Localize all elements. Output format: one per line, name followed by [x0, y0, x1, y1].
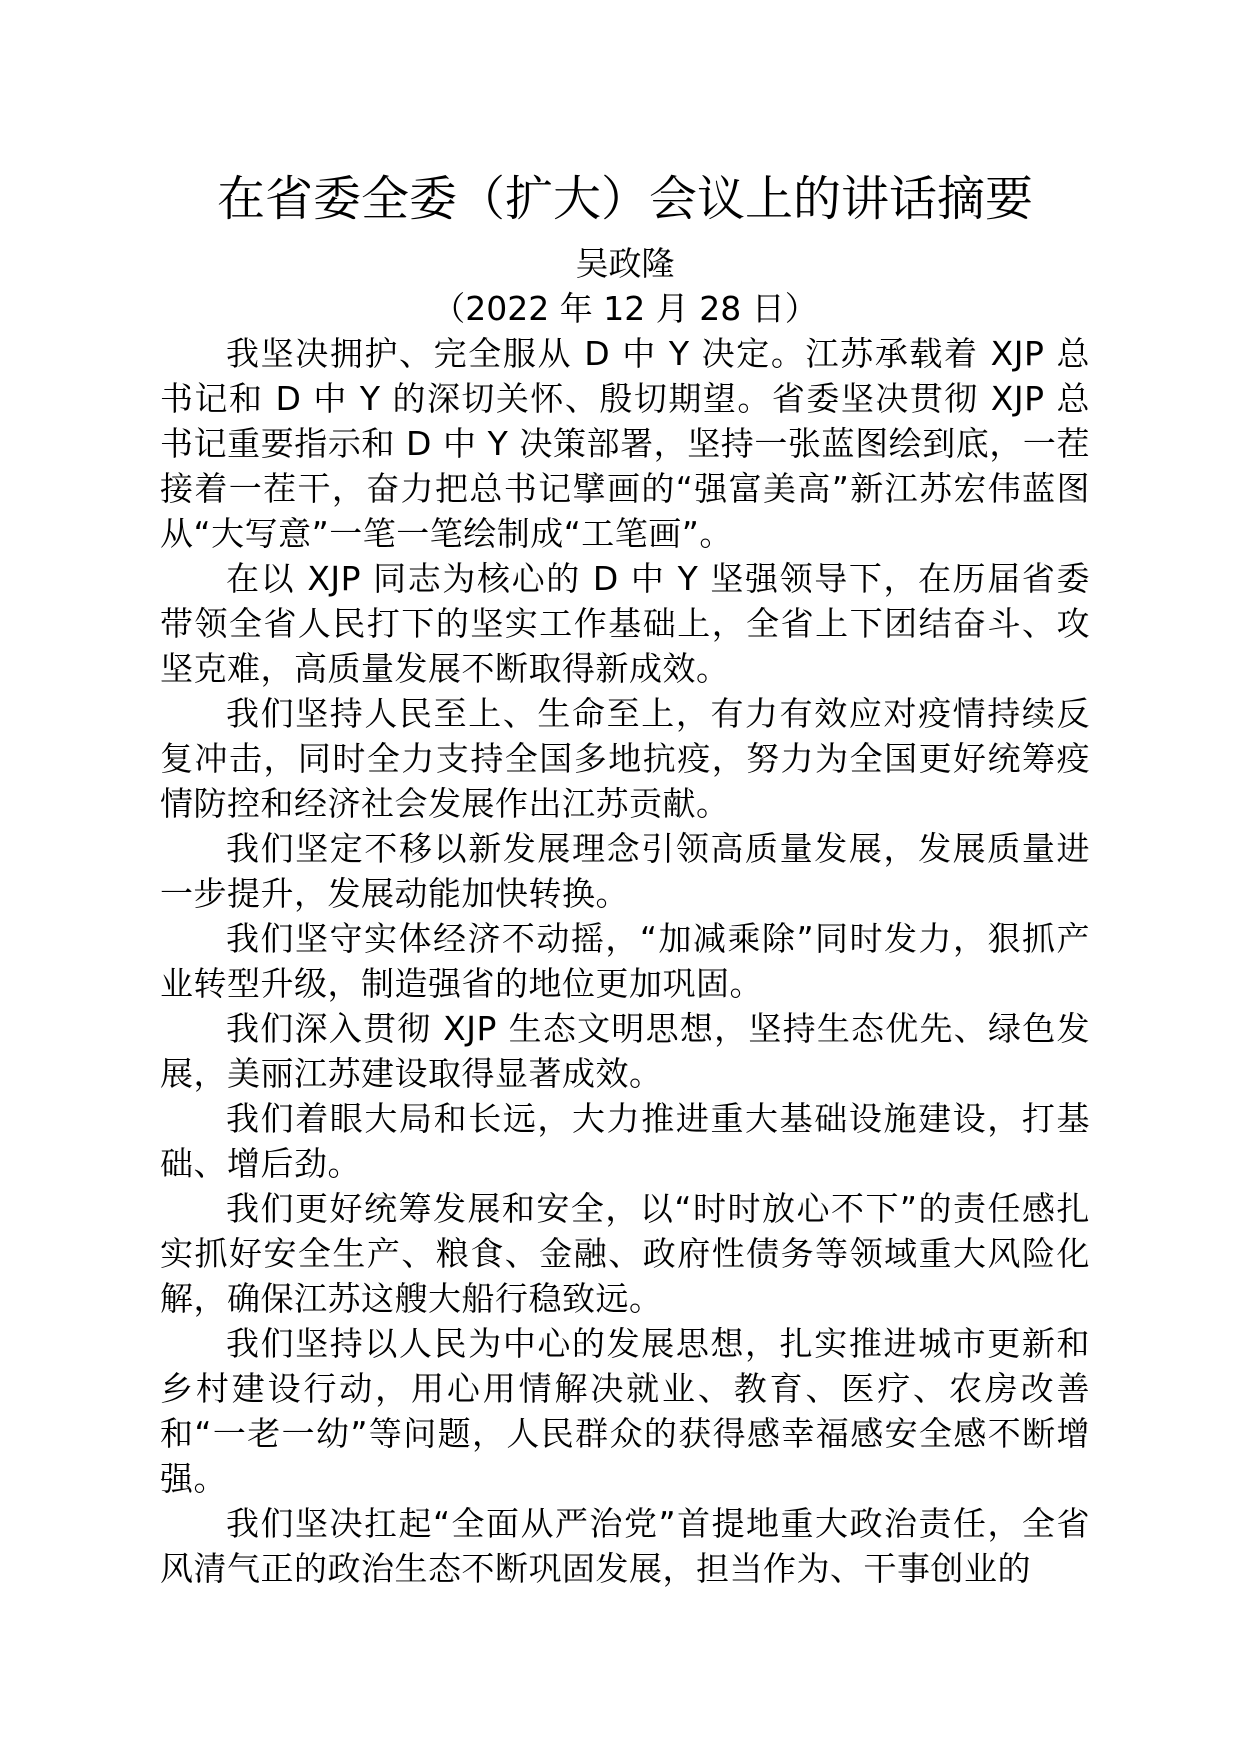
- body-paragraph: 我们坚守实体经济不动摇，“加减乘除”同时发力，狠抓产业转型升级，制造强省的地位更加巩固。: [160, 919, 1090, 1003]
- document-author: 吴政隆: [575, 244, 675, 283]
- document-title: 在省委全委（扩大）会议上的讲话摘要: [216, 171, 1033, 227]
- document-date: （2022 年 12 月 28 日）: [432, 289, 818, 328]
- body-paragraph: 我们坚定不移以新发展理念引领高质量发展，发展质量进一步提升，发展动能加快转换。: [160, 829, 1090, 913]
- body-paragraph: 我们坚持人民至上、生命至上，有力有效应对疫情持续反复冲击，同时全力支持全国多地抗疫，努力为全国更好统筹疫情防控和经济社会发展作出江苏贡献。: [160, 694, 1090, 823]
- body-paragraph: 我坚决拥护、完全服从 D 中 Y 决定。江苏承载着 XJP 总书记和 D 中 Y 的深切关怀、殷切期望。省委坚决贯彻 XJP 总书记重要指示和 D 中 Y 决策部署，坚持一张蓝图绘到底，一茬接着一茬干，奋力把总书记擘画的“强富美高”新江苏宏伟蓝图从“大写意”一笔一笔绘制成“工笔画”。: [160, 334, 1090, 553]
- body-paragraph: 在以 XJP 同志为核心的 D 中 Y 坚强领导下，在历届省委带领全省人民打下的坚实工作基础上，全省上下团结奋斗、攻坚克难，高质量发展不断取得新成效。: [160, 559, 1090, 688]
- document-page: [160, 165, 1090, 1591]
- body-paragraph: 我们坚决扛起“全面从严治党”首提地重大政治责任，全省风清气正的政治生态不断巩固发展，担当作为、干事创业的: [160, 1504, 1090, 1588]
- body-paragraph: 我们坚持以人民为中心的发展思想，扎实推进城市更新和乡村建设行动，用心用情解决就业、教育、医疗、农房改善和“一老一幼”等问题，人民群众的获得感幸福感安全感不断增强。: [160, 1324, 1090, 1498]
- body-paragraph: 我们着眼大局和长远，大力推进重大基础设施建设，打基础、增后劲。: [160, 1099, 1090, 1183]
- document-body: [160, 331, 1090, 1591]
- body-paragraph: 我们更好统筹发展和安全，以“时时放心不下”的责任感扎实抓好安全生产、粮食、金融、政府性债务等领域重大风险化解，确保江苏这艘大船行稳致远。: [160, 1189, 1090, 1318]
- body-paragraph: 我们深入贯彻 XJP 生态文明思想，坚持生态优先、绿色发展，美丽江苏建设取得显著成效。: [160, 1009, 1090, 1093]
